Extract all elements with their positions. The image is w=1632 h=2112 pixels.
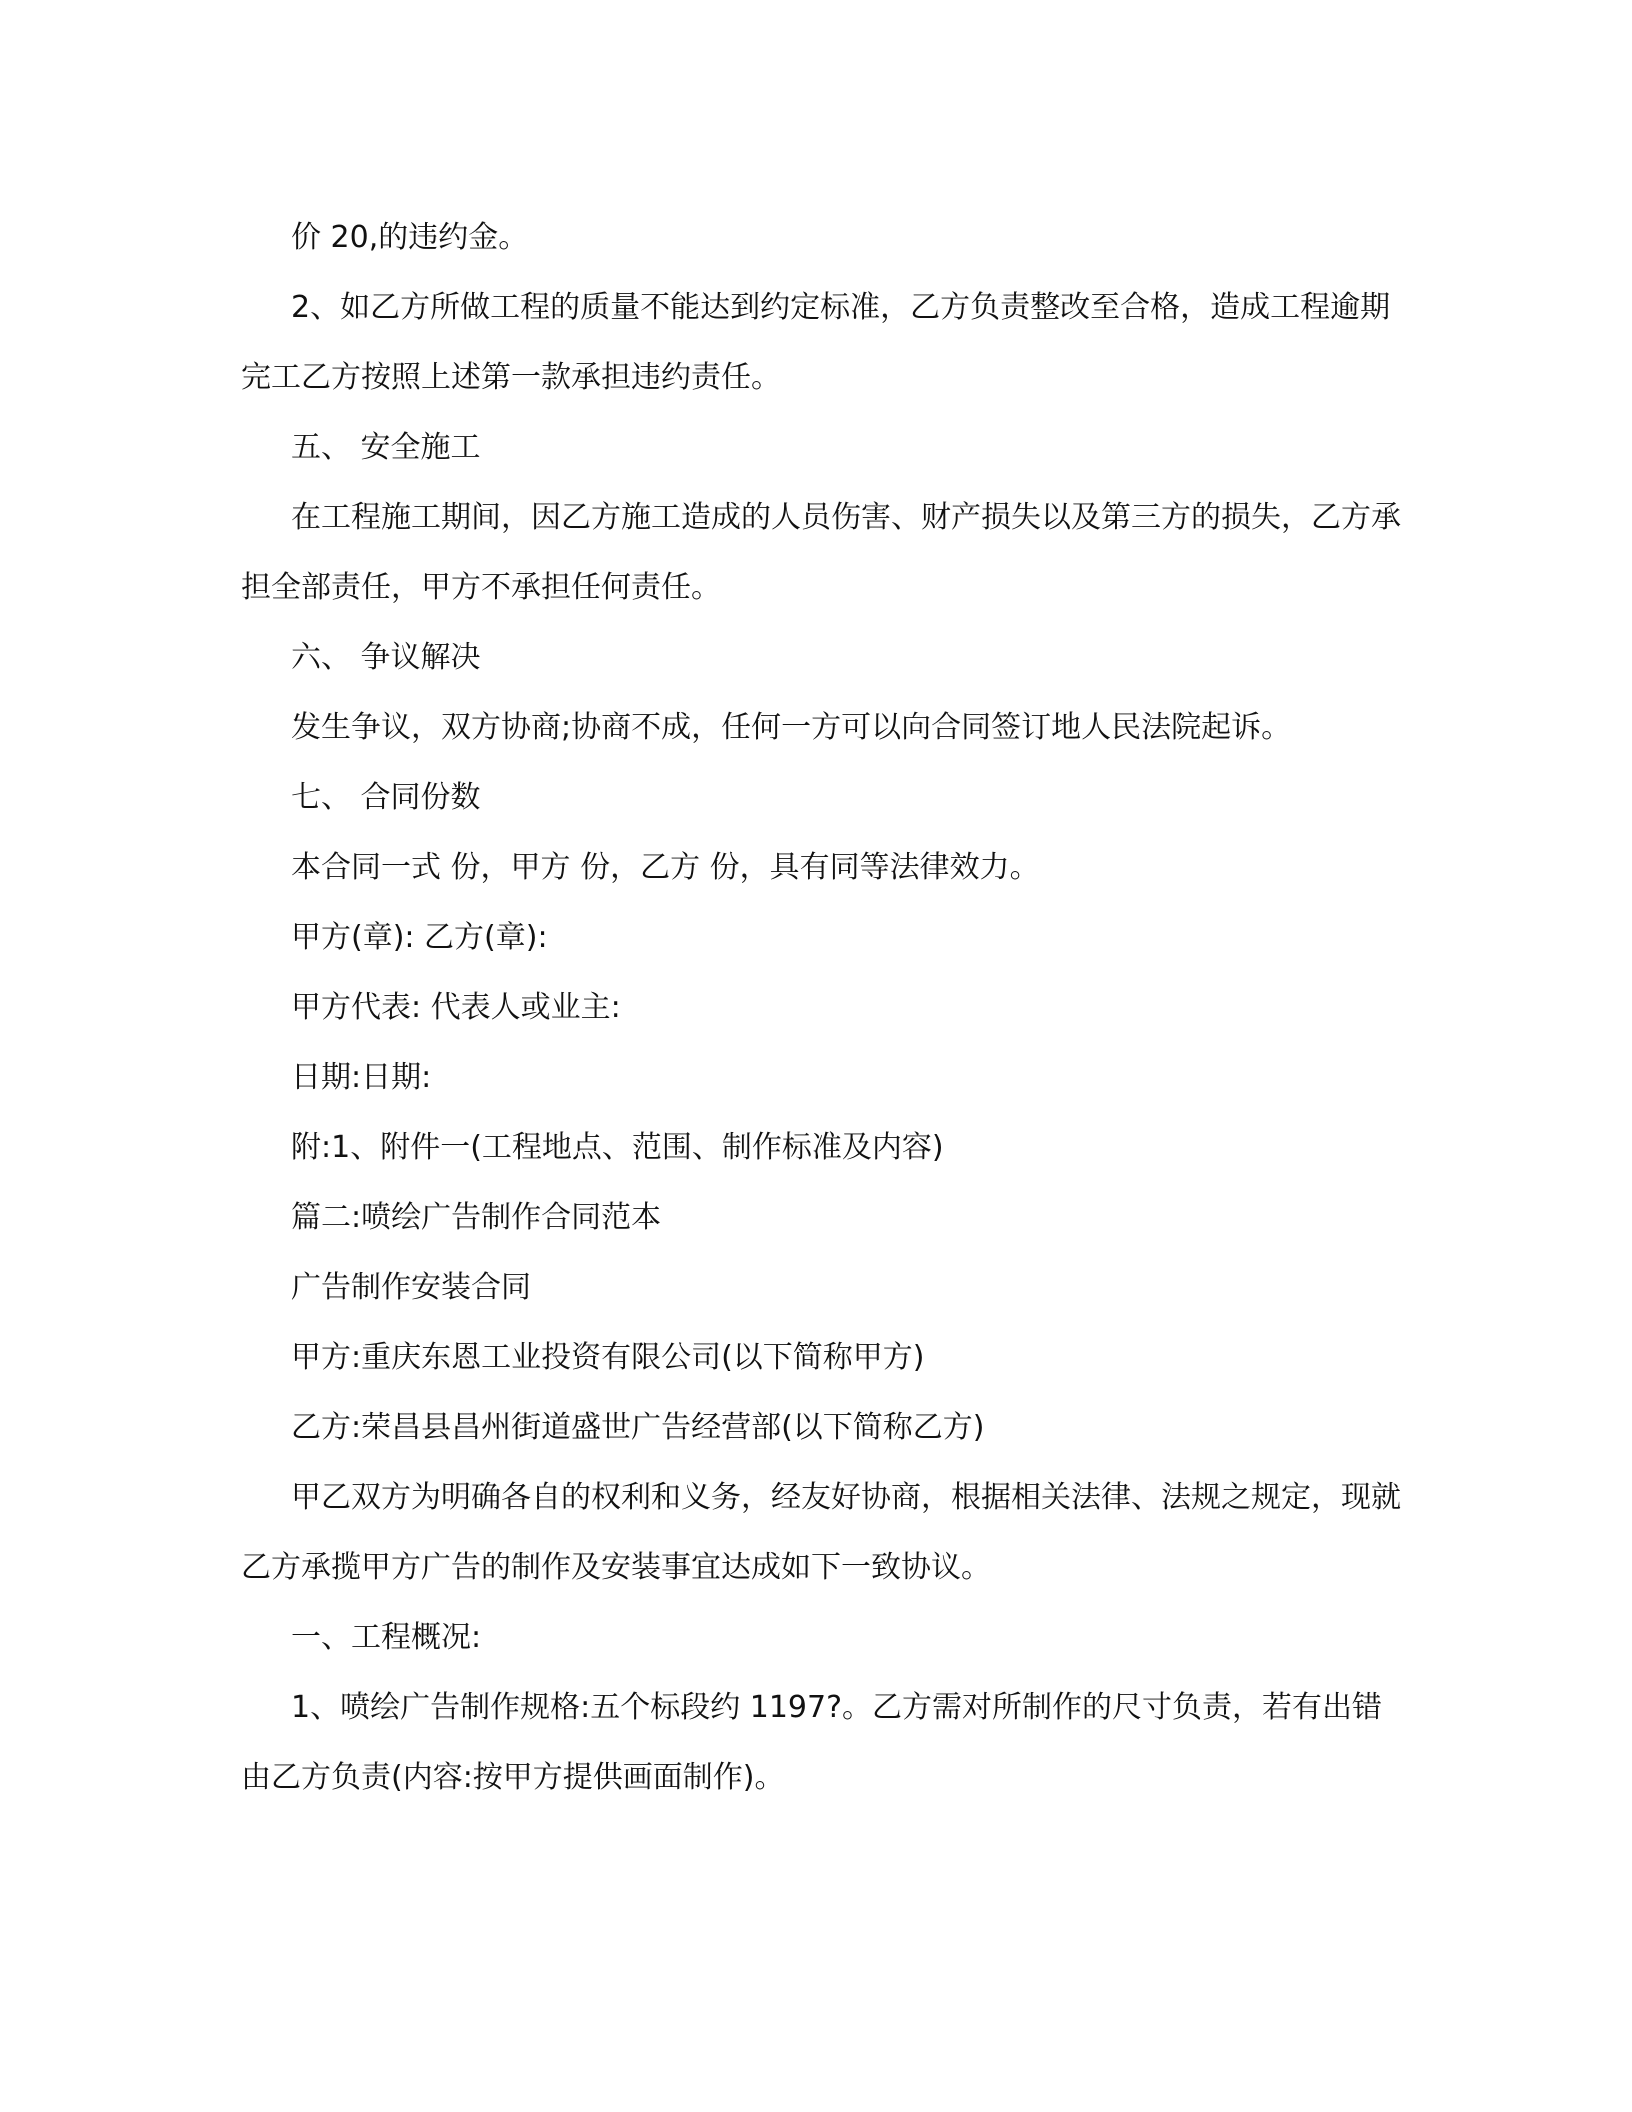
paragraph-dispute: 发生争议，双方协商;协商不成，任何一方可以向合同签订地人民法院起诉。 <box>291 710 1292 745</box>
paragraph-penalty-end: 价 20,的违约金。 <box>291 220 529 255</box>
contract-title: 广告制作安装合同 <box>291 1270 531 1305</box>
paragraph-safety: 在工程施工期间，因乙方施工造成的人员伤害、财产损失以及第三方的损失，乙方承担全部责任，甲方不承担任何责任。 <box>241 500 1401 605</box>
signature-dates: 日期:日期: <box>291 1060 432 1095</box>
attachment-note: 附:1、附件一(工程地点、范围、制作标准及内容) <box>291 1130 944 1165</box>
paragraph-spec: 1、喷绘广告制作规格:五个标段约 1197?。乙方需对所制作的尺寸负责，若有出错由乙方负责(内容:按甲方提供画面制作)。 <box>241 1690 1382 1795</box>
heading-project-overview: 一、工程概况: <box>291 1620 482 1655</box>
document-body <box>241 203 1401 1813</box>
section-title-part-two: 篇二:喷绘广告制作合同范本 <box>291 1200 662 1235</box>
paragraph-copies: 本合同一式 份，甲方 份，乙方 份，具有同等法律效力。 <box>291 850 1040 885</box>
heading-dispute: 六、 争议解决 <box>291 640 481 675</box>
party-a: 甲方:重庆东恩工业投资有限公司(以下简称甲方) <box>291 1340 925 1375</box>
signature-seals: 甲方(章): 乙方(章): <box>291 920 548 955</box>
heading-safety: 五、 安全施工 <box>291 430 481 465</box>
party-b: 乙方:荣昌县昌州街道盛世广告经营部(以下简称乙方) <box>291 1410 985 1445</box>
signature-representatives: 甲方代表: 代表人或业主: <box>291 990 621 1025</box>
paragraph-quality-clause: 2、如乙方所做工程的质量不能达到约定标准，乙方负责整改至合格，造成工程逾期完工乙方按照上述第一款承担违约责任。 <box>241 290 1391 395</box>
heading-copies: 七、 合同份数 <box>291 780 481 815</box>
paragraph-agreement-intro: 甲乙双方为明确各自的权利和义务，经友好协商，根据相关法律、法规之规定，现就乙方承揽甲方广告的制作及安装事宜达成如下一致协议。 <box>241 1480 1401 1585</box>
